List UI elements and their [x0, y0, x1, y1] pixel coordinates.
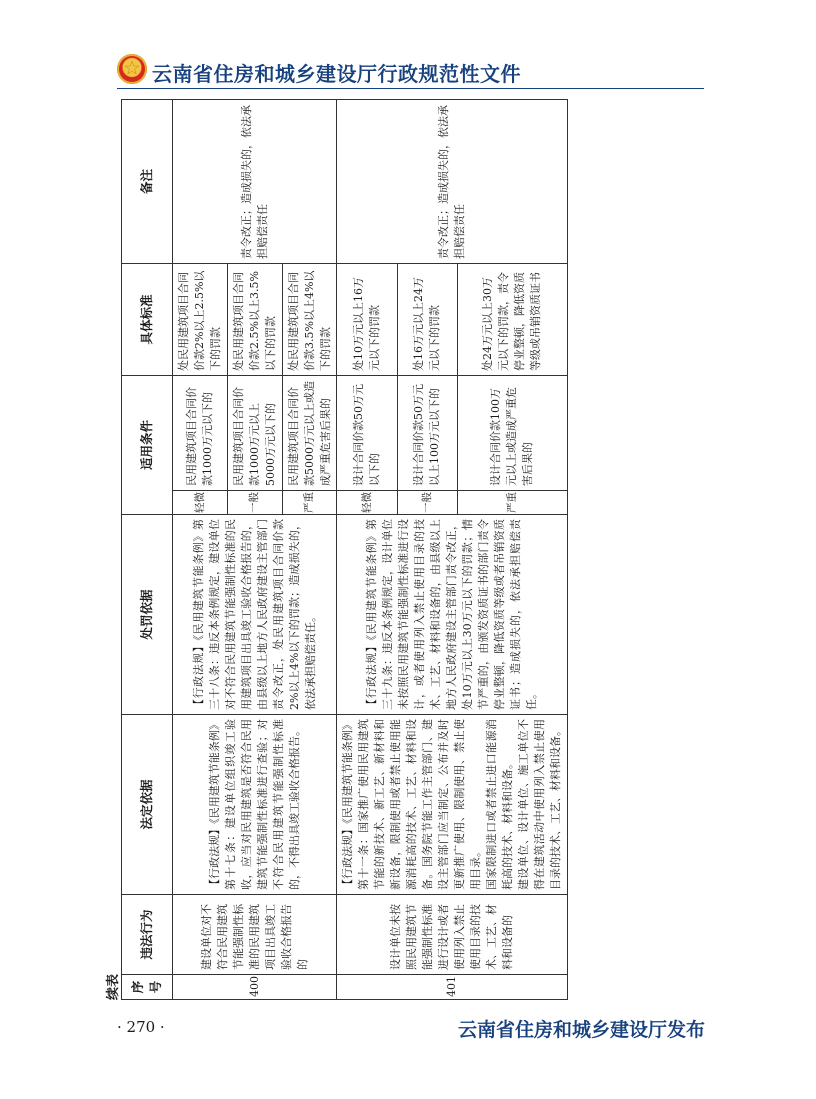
- note-cell: 责令改正；造成损失的，依法承担赔偿责任: [337, 99, 567, 263]
- row-number: 400: [173, 975, 337, 1000]
- penalty-basis-cell: 【行政法规】《民用建筑节能条例》第三十九条：违反本条例规定，设计单位未按照民用建筑节能强制性标准进行设计，或者使用列入禁止使用目录的技术、工艺、材料和设备的，由县级以上地方人民政府建设主管部门责令改正，处10万元以上30万元以下的罚款；情节严重的，由颁发资质证书的部门责令停业整顿，降低资质等级或者吊销资质证书；造成损失的，依法承担赔偿责任。: [337, 515, 567, 715]
- col-header-violation: 违法行为: [122, 895, 173, 975]
- standard-cell: 处10万元以上16万元以下的罚款: [337, 263, 397, 375]
- condition-cell: 设计合同价款50万元以上100万元以下的: [397, 375, 457, 490]
- table-row: [173, 99, 228, 999]
- standard-cell: 处24万元以上30万元以下的罚款，责令停业整顿，降低资质等级或吊销资质证书: [457, 263, 567, 375]
- page-number: · 270 ·: [117, 1018, 165, 1036]
- condition-cell: 民用建筑项目合同价款5000万元以上或造成严重危害后果的: [282, 375, 337, 490]
- severity-cell: 轻微: [337, 491, 397, 515]
- condition-cell: 民用建筑项目合同价款1000万元以上5000万元以下的: [227, 375, 282, 490]
- penalty-basis-cell: 【行政法规】《民用建筑节能条例》第三十八条：违反本条例规定，建设单位对不符合民用建筑节能强制性标准的民用建筑项目出具竣工验收合格报告的，由县级以上地方人民政府建设主管部门责令改正，处民用建筑项目合同价款2%以上4%以下的罚款；造成损失的，依法承担赔偿责任。: [173, 515, 337, 715]
- violation-cell: 设计单位未按照民用建筑节能强制性标准进行设计或者使用列入禁止使用目录的技术、工艺、材料和设备的: [337, 895, 567, 975]
- footer-publisher: 云南省住房和城乡建设厅发布: [457, 1019, 705, 1041]
- continued-label: 续表: [106, 973, 121, 1000]
- standard-cell: 处16万元以上24万元以下的罚款: [397, 263, 457, 375]
- condition-cell: 设计合同价款50万元以下的: [337, 375, 397, 490]
- standard-cell: 处民用建筑项目合同价款3.5%以上4%以下的罚款: [282, 263, 337, 375]
- legal-basis-cell: 【行政法规】《民用建筑节能条例》第十七条：建设单位组织竣工验收，应当对民用建筑是否符合民用建筑节能强制性标准进行查验；对不符合民用建筑节能强制性标准的，不得出具竣工验收合格报告。: [173, 715, 337, 895]
- col-header-number: 序号: [122, 975, 173, 1000]
- severity-cell: 一般: [227, 491, 282, 515]
- severity-cell: 一般: [397, 491, 457, 515]
- national-emblem-icon: [117, 54, 147, 84]
- col-header-condition: 适用条件: [122, 375, 173, 514]
- table-header-row: [122, 99, 173, 999]
- severity-cell: 严重: [282, 491, 337, 515]
- standard-cell: 处民用建筑项目合同价款2.5%以上3.5%以下的罚款: [227, 263, 282, 375]
- col-header-note: 备注: [122, 99, 173, 263]
- header-title: 云南省住房和城乡建设厅行政规范性文件: [152, 62, 521, 86]
- legal-basis-cell: 【行政法规】《民用建筑节能条例》第十一条：国家推广使用民用建筑节能的新技术、新工艺、新材料和新设备，限制使用或者禁止使用能源消耗高的技术、工艺、材料和设备。国务院节能工作主管部门、建设主管部门应当制定、公布并及时更新推广使用、限制使用、禁止使用目录。 国家限制进口或者禁止进口能源消耗高的技术、材料和设备。 建设单位、设计单位、施工单位不得在建筑活动中使用列入禁止使用目录的技术、工艺、材料和设备。: [337, 715, 567, 895]
- row-number: 401: [337, 975, 567, 1000]
- header-divider: [117, 88, 704, 89]
- rotated-table-area: [102, 100, 704, 1000]
- penalty-table: [121, 99, 568, 1000]
- severity-cell: 严重: [457, 491, 567, 515]
- violation-cell: 建设单位对不符合民用建筑节能强制性标准的民用建筑项目出具竣工验收合格报告的: [173, 895, 337, 975]
- col-header-legal-basis: 法定依据: [122, 715, 173, 895]
- col-header-penalty-basis: 处罚依据: [122, 515, 173, 715]
- table-row: [337, 99, 397, 999]
- col-header-standard: 具体标准: [122, 263, 173, 375]
- severity-cell: 轻微: [173, 491, 228, 515]
- standard-cell: 处民用建筑项目合同价款2%以上2.5%以下的罚款: [173, 263, 228, 375]
- note-cell: 责令改正；造成损失的，依法承担赔偿责任: [173, 99, 337, 263]
- condition-cell: 设计合同价款100万元以上或造成严重危害后果的: [457, 375, 567, 490]
- condition-cell: 民用建筑项目合同价款1000万元以下的: [173, 375, 228, 490]
